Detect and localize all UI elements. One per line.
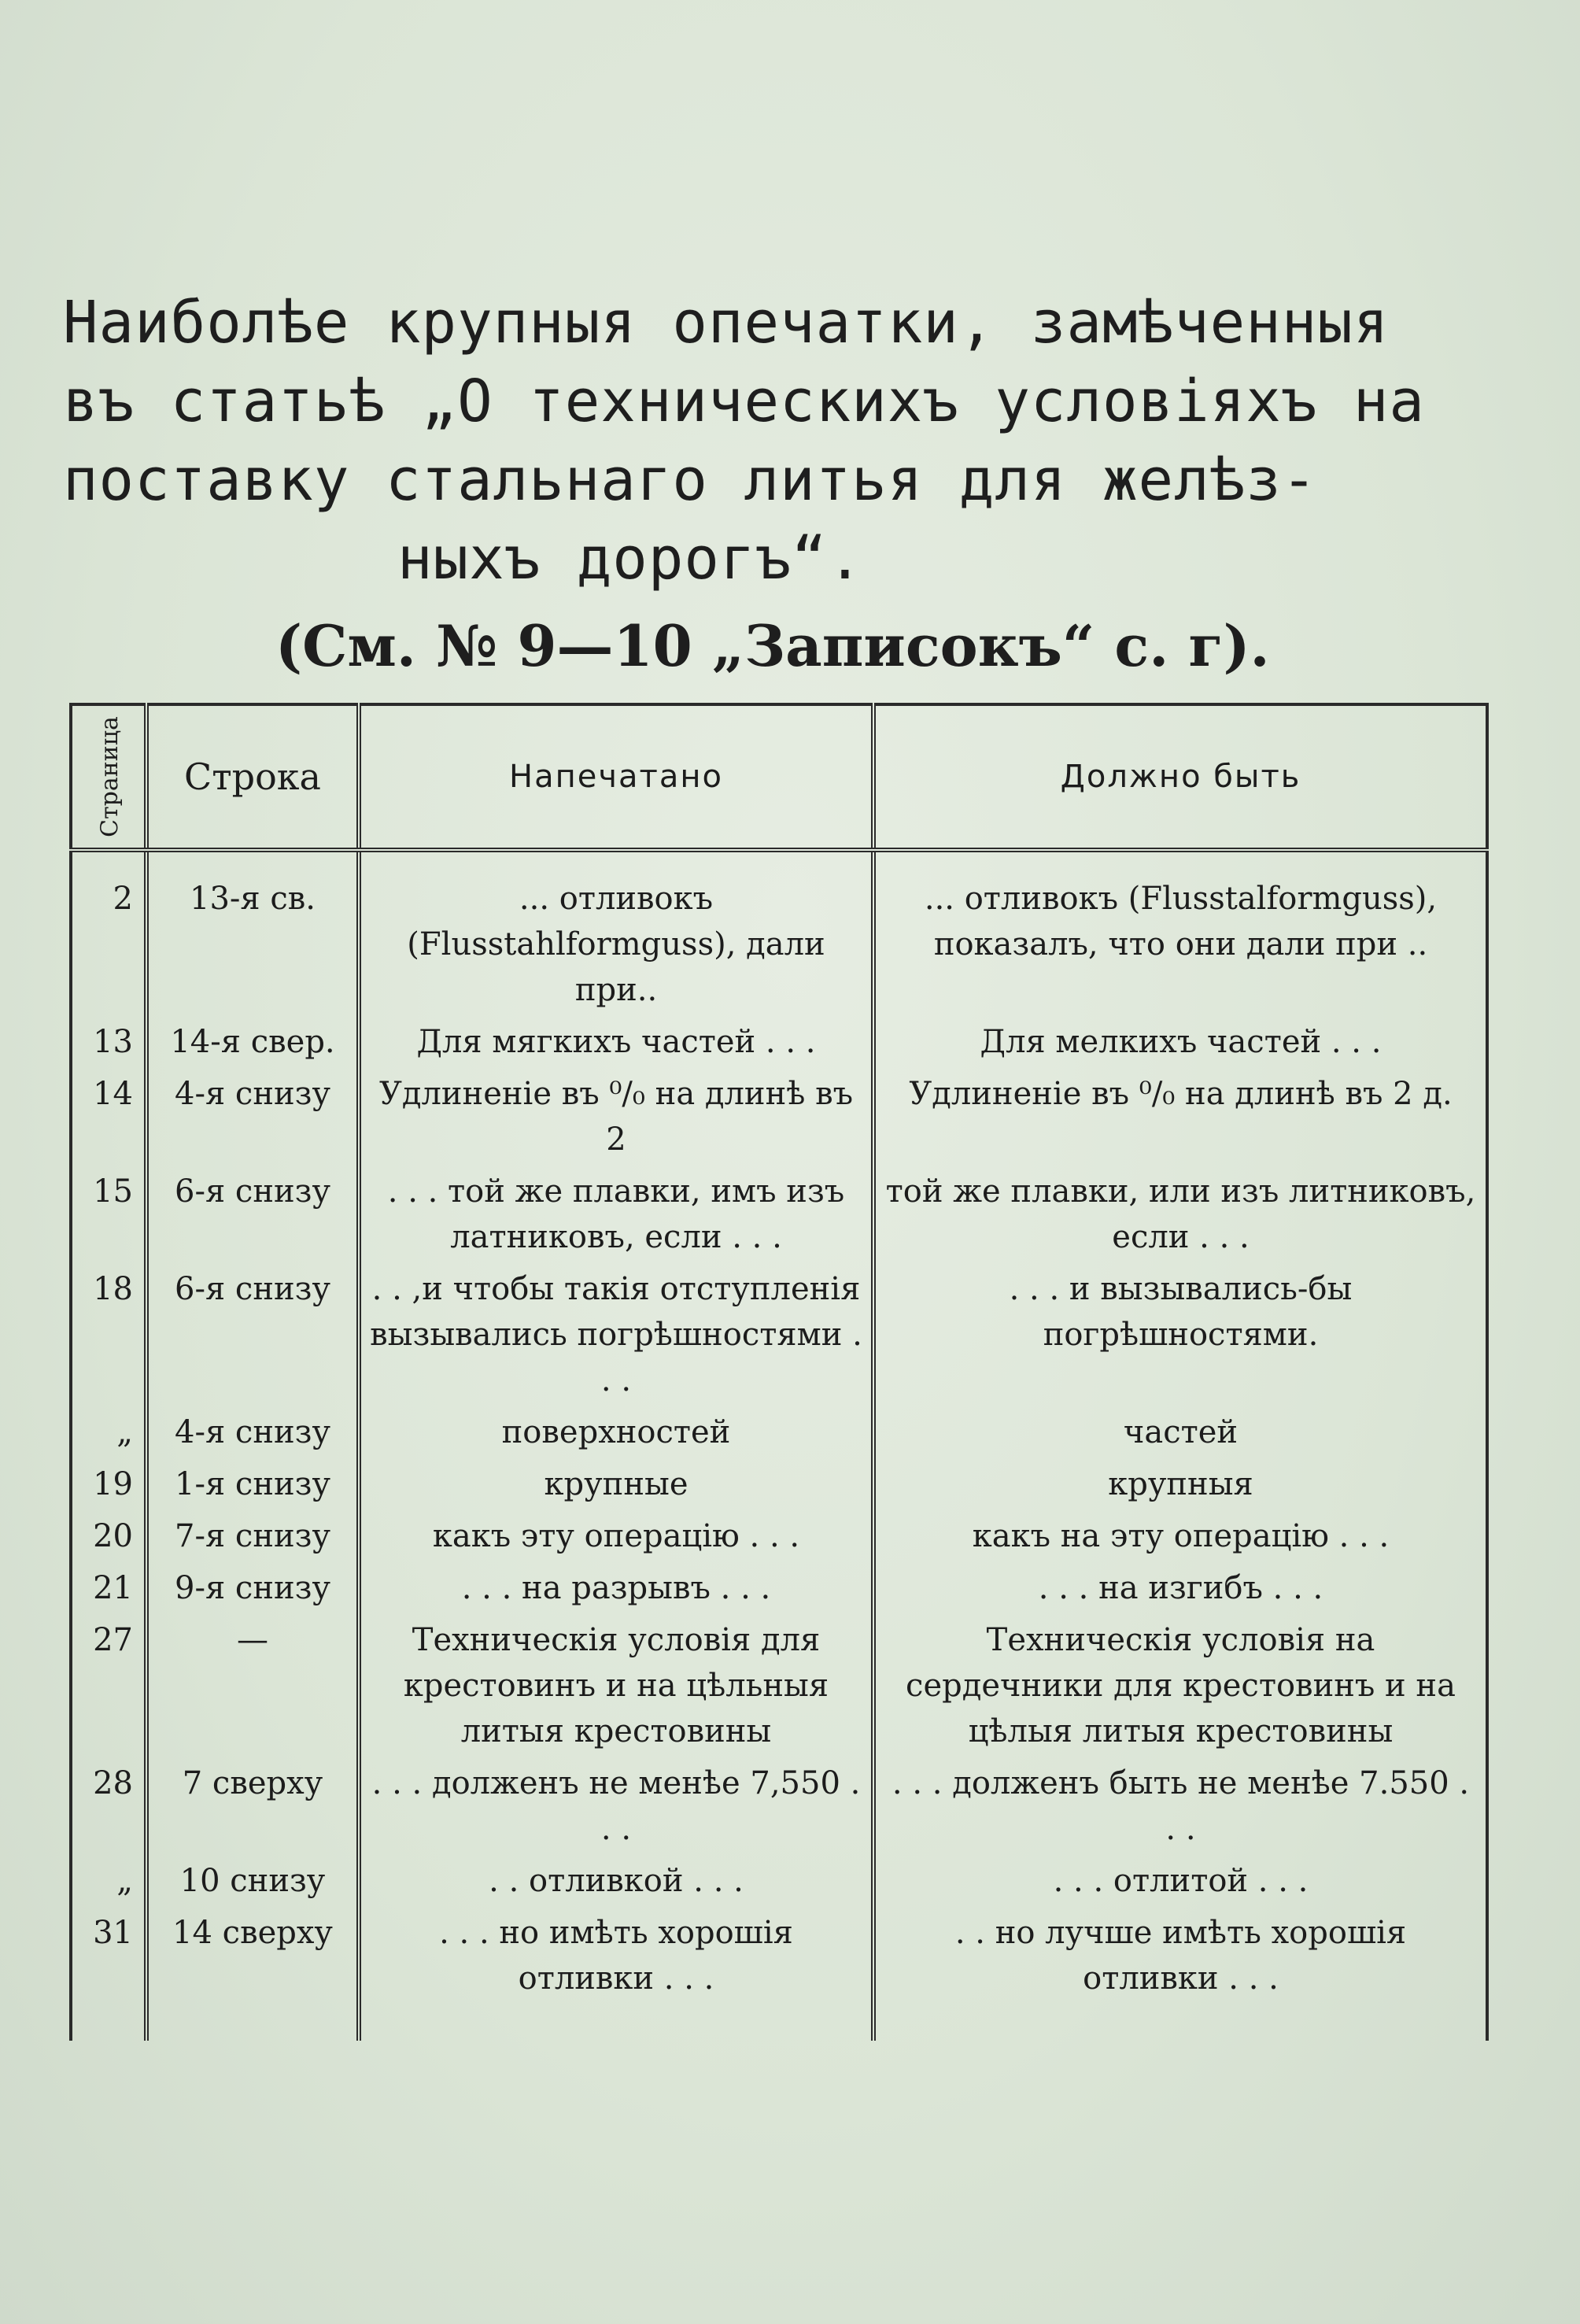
- cell-printed: Для мягкихъ частей . . .: [359, 1016, 873, 1068]
- cell-line: 1-я снизу: [146, 1458, 359, 1510]
- heading-line-2: въ статьѣ „О техническихъ условіяхъ на: [63, 368, 1425, 435]
- header-page-label: Страница: [96, 716, 124, 837]
- cell-printed: . . отливкой . . .: [359, 1855, 873, 1907]
- cell-page: 14: [93, 1076, 133, 1112]
- cell-should: . . . и вызывались-бы погрѣшностями.: [873, 1263, 1487, 1406]
- errata-table: [69, 703, 1489, 2041]
- cell-should: . . но лучше имѣть хорошія отливки . . .: [873, 1907, 1487, 2041]
- cell-printed: ... отливокъ (Flusstahlformguss), дали при..: [359, 850, 873, 1016]
- header-line: Строка: [146, 704, 359, 850]
- table-row: [71, 1855, 1487, 1907]
- cell-page: 27: [93, 1622, 133, 1658]
- cell-should: той же плавки, или изъ литниковъ, если . . .: [873, 1166, 1487, 1263]
- cell-page: 28: [93, 1765, 133, 1801]
- cell-should: Для мелкихъ частей . . .: [873, 1016, 1487, 1068]
- table-row: [71, 1510, 1487, 1562]
- header-should: Должно быть: [873, 704, 1487, 850]
- heading-line-1: Наиболѣе крупныя опечатки, замѣченныя: [63, 289, 1390, 357]
- table-row: [71, 1166, 1487, 1263]
- cell-line: —: [146, 1614, 359, 1757]
- cell-should: ... отливокъ (Flusstalformguss), показалъ, что они дали при ..: [873, 850, 1487, 1016]
- cell-should: . . . долженъ быть не менѣе 7.550 . . .: [873, 1757, 1487, 1855]
- cell-page: 15: [93, 1173, 133, 1210]
- cell-line: 4-я снизу: [146, 1406, 359, 1458]
- cell-page: „: [116, 1863, 133, 1899]
- cell-should: Удлиненіе въ ⁰/₀ на длинѣ въ 2 д.: [873, 1068, 1487, 1166]
- cell-line: 6-я снизу: [146, 1263, 359, 1406]
- cell-page: 13: [93, 1024, 133, 1060]
- cell-line: 13-я св.: [146, 850, 359, 1016]
- cell-line: 4-я снизу: [146, 1068, 359, 1166]
- cell-printed: . . . той же плавки, имъ изъ латниковъ, если . . .: [359, 1166, 873, 1263]
- heading-line-3: поставку стальнаго литья для желѣз-: [63, 446, 1318, 514]
- cell-page: „: [116, 1414, 133, 1450]
- table-row: [71, 1016, 1487, 1068]
- table-row: [71, 1068, 1487, 1166]
- table-row: [71, 1458, 1487, 1510]
- cell-printed: . . . долженъ не менѣе 7,550 . . .: [359, 1757, 873, 1855]
- cell-should: . . . на изгибъ . . .: [873, 1562, 1487, 1614]
- cell-printed: . . ,и чтобы такія отступленія вызывались погрѣшностями . . .: [359, 1263, 873, 1406]
- table-row: [71, 1263, 1487, 1406]
- cell-line: 7 сверху: [146, 1757, 359, 1855]
- document-subtitle: (См. № 9—10 „Записокъ“ с. г).: [275, 612, 1270, 679]
- cell-should: Техническія условія на сердечники для крестовинъ и на цѣлыя литыя крестовины: [873, 1614, 1487, 1757]
- cell-printed: . . . на разрывъ . . .: [359, 1562, 873, 1614]
- cell-printed: поверхностей: [359, 1406, 873, 1458]
- header-page: [71, 704, 146, 850]
- cell-printed: Удлиненіе въ ⁰/₀ на длинѣ въ 2: [359, 1068, 873, 1166]
- cell-should: . . . отлитой . . .: [873, 1855, 1487, 1907]
- cell-should: частей: [873, 1406, 1487, 1458]
- cell-printed: Техническія условія для крестовинъ и на цѣльныя литыя крестовины: [359, 1614, 873, 1757]
- table-row: [71, 1406, 1487, 1458]
- cell-line: 14-я свер.: [146, 1016, 359, 1068]
- table-row: [71, 1614, 1487, 1757]
- cell-printed: какъ эту операцію . . .: [359, 1510, 873, 1562]
- table-row: [71, 1562, 1487, 1614]
- cell-printed: . . . но имѣть хорошія отливки . . .: [359, 1907, 873, 2041]
- table-header-row: [71, 704, 1487, 850]
- cell-should: крупныя: [873, 1458, 1487, 1510]
- cell-page: 19: [93, 1466, 133, 1502]
- cell-line: 9-я снизу: [146, 1562, 359, 1614]
- heading-line-4: ныхъ дорогъ“.: [397, 525, 864, 593]
- table-row: [71, 1907, 1487, 2041]
- cell-page: 18: [93, 1271, 133, 1307]
- table-row: [71, 850, 1487, 1016]
- cell-line: 10 снизу: [146, 1855, 359, 1907]
- header-printed: Напечатано: [359, 704, 873, 850]
- table-row: [71, 1757, 1487, 1855]
- cell-page: 2: [113, 881, 133, 917]
- cell-line: 7-я снизу: [146, 1510, 359, 1562]
- cell-page: 20: [93, 1518, 133, 1554]
- cell-line: 14 сверху: [146, 1907, 359, 2041]
- cell-page: 21: [93, 1570, 133, 1606]
- cell-should: какъ на эту операцію . . .: [873, 1510, 1487, 1562]
- cell-printed: крупные: [359, 1458, 873, 1510]
- cell-page: 31: [93, 1915, 133, 1951]
- cell-line: 6-я снизу: [146, 1166, 359, 1263]
